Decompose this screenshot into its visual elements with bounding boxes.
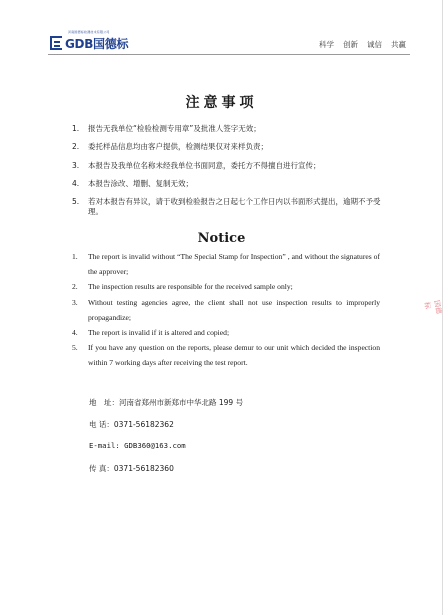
slogan-1: 科学 bbox=[319, 40, 334, 49]
item-number: 3. bbox=[72, 160, 80, 170]
item-number: 4. bbox=[72, 178, 80, 188]
item-number: 5. bbox=[72, 343, 78, 353]
notice-title: Notice bbox=[197, 231, 246, 246]
slogans bbox=[319, 39, 406, 50]
item-text: 本报告及我单位名称未经我单位书面同意，委托方不得擅自进行宣传； bbox=[88, 160, 321, 170]
chinese-notice-list bbox=[72, 124, 392, 225]
item-number: 1. bbox=[72, 124, 80, 133]
contact-address: 地 址：河南省郑州市新郑市中华北路 199 号 bbox=[89, 398, 244, 407]
list-item bbox=[72, 142, 392, 152]
item-text: The inspection results are responsible for the received sample only; bbox=[88, 282, 293, 292]
logo-mark-icon bbox=[50, 36, 62, 50]
slogan-3: 诚信 bbox=[367, 40, 382, 49]
logo-text: GDB国德标 bbox=[65, 36, 129, 51]
item-number: 4. bbox=[72, 328, 78, 338]
list-item bbox=[72, 179, 392, 189]
item-number: 2. bbox=[72, 282, 78, 292]
list-item bbox=[72, 161, 392, 171]
item-number: 3. bbox=[72, 297, 78, 307]
list-item bbox=[72, 249, 380, 279]
list-item bbox=[72, 325, 380, 340]
item-number: 2. bbox=[72, 142, 80, 152]
stamp-text: 国德标 bbox=[422, 299, 443, 315]
item-text: If you have any question on the reports, please demur to our unit which decided the inspection within 7 working days after receiving the test report. bbox=[88, 343, 380, 368]
list-item bbox=[72, 295, 380, 325]
slogan-2: 创新 bbox=[343, 40, 358, 49]
item-text: 本报告涂改、增删、复制无效； bbox=[88, 178, 193, 188]
list-item bbox=[72, 197, 392, 217]
item-text: The report is invalid if it is altered and copied; bbox=[88, 328, 230, 338]
logo-subtitle: 河南国德标检测技术有限公司 bbox=[68, 30, 110, 34]
item-text: 委托样品信息均由客户提供，检测结果仅对来样负责； bbox=[88, 142, 268, 152]
item-text: 报告无我单位“检验检测专用章”及批准人签字无效； bbox=[88, 124, 261, 133]
item-text: The report is invalid without “The Special Stamp for Inspection” , and without the signatures of the approver; bbox=[88, 252, 380, 277]
page-title: 注意事项 bbox=[185, 95, 258, 111]
list-item bbox=[72, 340, 380, 370]
company-logo bbox=[50, 30, 129, 52]
header-divider bbox=[48, 54, 410, 55]
item-number: 1. bbox=[72, 252, 78, 261]
contact-fax: 传 真：0371-56182360 bbox=[89, 464, 174, 473]
list-item bbox=[72, 279, 380, 294]
list-item bbox=[72, 124, 392, 134]
seal-stamp bbox=[424, 300, 442, 380]
contact-phone: 电 话：0371-56182362 bbox=[89, 420, 174, 429]
slogan-4: 共赢 bbox=[391, 40, 406, 49]
item-text: 若对本报告有异议，请于收到检验报告之日起七个工作日内以书面形式提出，逾期不予受理。 bbox=[88, 197, 381, 217]
page-header bbox=[48, 30, 410, 54]
contact-email: E-mail: GDB360@163.com bbox=[89, 441, 186, 450]
item-number: 5. bbox=[72, 197, 80, 207]
item-text: Without testing agencies agree, the client shall not use inspection results to improperly propagandize; bbox=[88, 297, 380, 322]
english-notice-list bbox=[72, 249, 380, 371]
